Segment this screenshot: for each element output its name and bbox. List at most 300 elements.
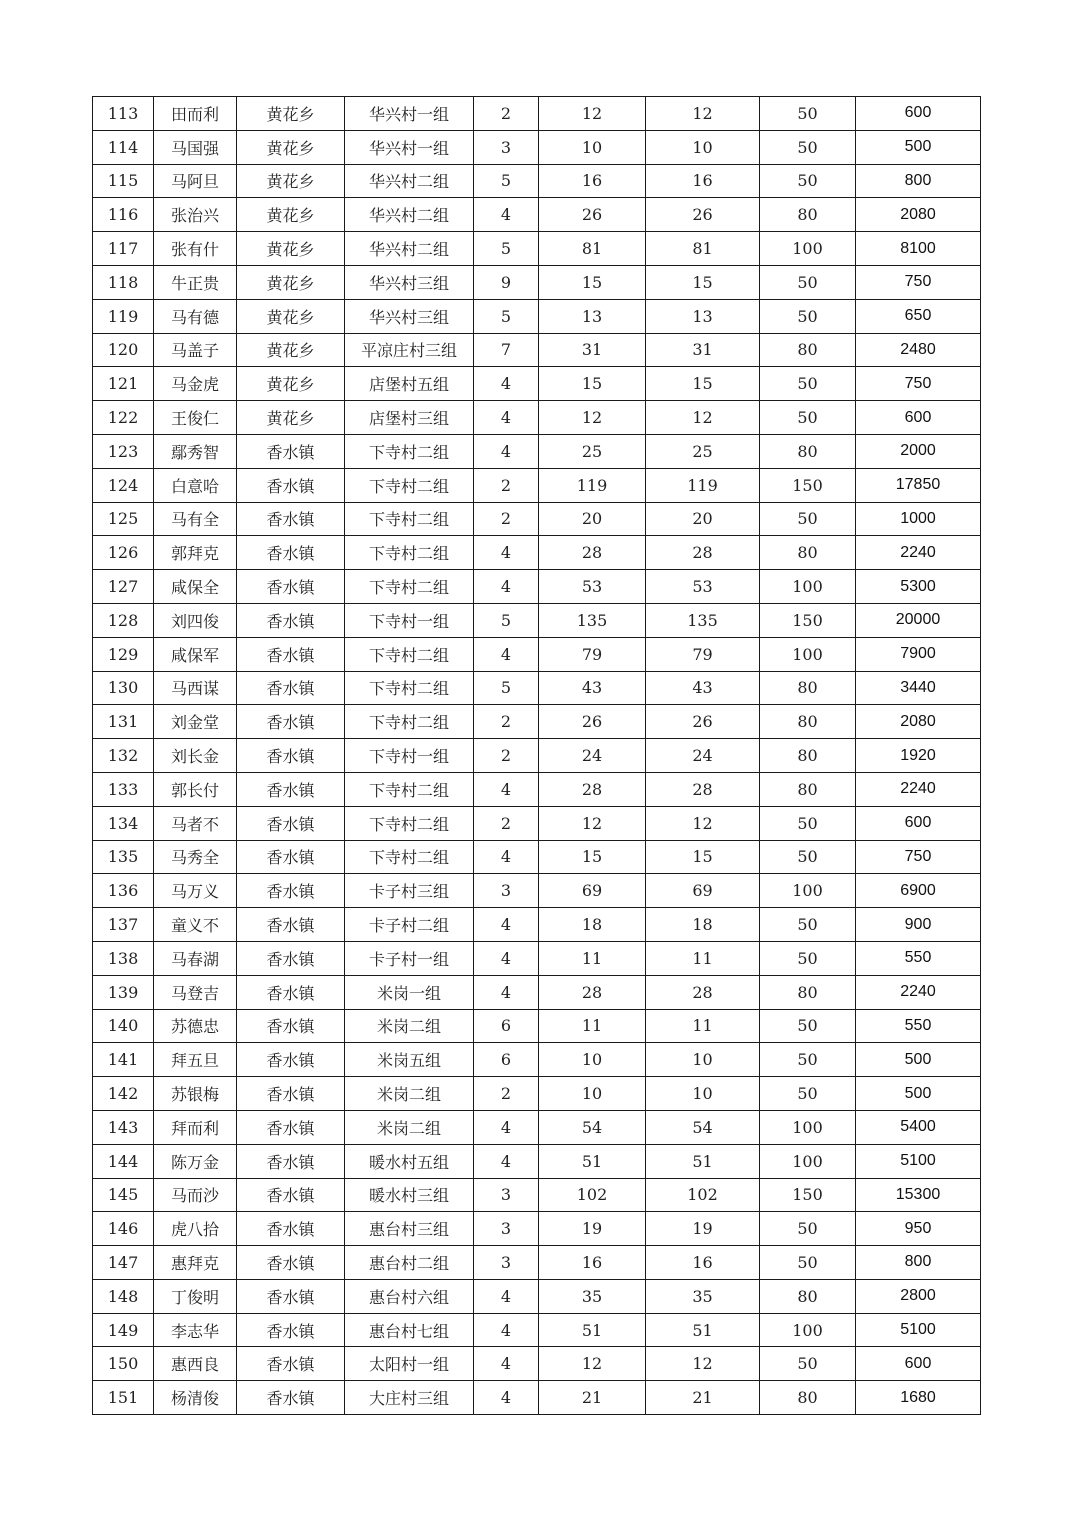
rate-cell: 100 xyxy=(760,232,856,266)
household-size-cell: 4 xyxy=(474,840,539,874)
table-row xyxy=(93,941,981,975)
table-row xyxy=(93,1279,981,1313)
area-cell: 25 xyxy=(539,434,646,468)
table-row xyxy=(93,333,981,367)
area-cell: 11 xyxy=(539,941,646,975)
amount-cell: 2000 xyxy=(856,434,981,468)
area-cell: 119 xyxy=(539,468,646,502)
area-cell: 11 xyxy=(539,1009,646,1043)
village-group-cell: 华兴村三组 xyxy=(345,265,474,299)
verified-area-cell: 16 xyxy=(646,164,760,198)
amount-cell: 2240 xyxy=(856,772,981,806)
township-cell: 香水镇 xyxy=(237,806,345,840)
household-size-cell: 6 xyxy=(474,1009,539,1043)
village-group-cell: 米岗二组 xyxy=(345,1077,474,1111)
township-cell: 香水镇 xyxy=(237,502,345,536)
table-row xyxy=(93,874,981,908)
name-cell: 田而利 xyxy=(154,97,237,131)
township-cell: 香水镇 xyxy=(237,603,345,637)
household-size-cell: 4 xyxy=(474,401,539,435)
township-cell: 香水镇 xyxy=(237,908,345,942)
household-size-cell: 2 xyxy=(474,468,539,502)
name-cell: 咸保军 xyxy=(154,637,237,671)
household-size-cell: 5 xyxy=(474,603,539,637)
table-row xyxy=(93,198,981,232)
area-cell: 135 xyxy=(539,603,646,637)
row-number-cell: 119 xyxy=(93,299,154,333)
household-size-cell: 4 xyxy=(474,1110,539,1144)
name-cell: 郭拜克 xyxy=(154,536,237,570)
area-cell: 51 xyxy=(539,1313,646,1347)
verified-area-cell: 10 xyxy=(646,1077,760,1111)
row-number-cell: 120 xyxy=(93,333,154,367)
amount-cell: 550 xyxy=(856,941,981,975)
township-cell: 香水镇 xyxy=(237,705,345,739)
row-number-cell: 139 xyxy=(93,975,154,1009)
rate-cell: 50 xyxy=(760,1246,856,1280)
village-group-cell: 店堡村三组 xyxy=(345,401,474,435)
household-size-cell: 4 xyxy=(474,536,539,570)
township-cell: 黄花乡 xyxy=(237,164,345,198)
table-row xyxy=(93,468,981,502)
name-cell: 张治兴 xyxy=(154,198,237,232)
row-number-cell: 135 xyxy=(93,840,154,874)
amount-cell: 17850 xyxy=(856,468,981,502)
table-row xyxy=(93,1212,981,1246)
table-row xyxy=(93,570,981,604)
area-cell: 26 xyxy=(539,198,646,232)
table-row xyxy=(93,536,981,570)
row-number-cell: 126 xyxy=(93,536,154,570)
amount-cell: 750 xyxy=(856,367,981,401)
household-size-cell: 4 xyxy=(474,1144,539,1178)
name-cell: 马西谋 xyxy=(154,671,237,705)
row-number-cell: 151 xyxy=(93,1381,154,1415)
area-cell: 81 xyxy=(539,232,646,266)
township-cell: 香水镇 xyxy=(237,1110,345,1144)
village-group-cell: 下寺村二组 xyxy=(345,840,474,874)
row-number-cell: 144 xyxy=(93,1144,154,1178)
township-cell: 香水镇 xyxy=(237,1144,345,1178)
amount-cell: 750 xyxy=(856,265,981,299)
amount-cell: 15300 xyxy=(856,1178,981,1212)
name-cell: 鄢秀智 xyxy=(154,434,237,468)
township-cell: 黄花乡 xyxy=(237,333,345,367)
name-cell: 惠西良 xyxy=(154,1347,237,1381)
village-group-cell: 下寺村二组 xyxy=(345,434,474,468)
area-cell: 20 xyxy=(539,502,646,536)
household-size-cell: 7 xyxy=(474,333,539,367)
verified-area-cell: 10 xyxy=(646,1043,760,1077)
village-group-cell: 惠台村三组 xyxy=(345,1212,474,1246)
township-cell: 黄花乡 xyxy=(237,265,345,299)
row-number-cell: 116 xyxy=(93,198,154,232)
table-row xyxy=(93,299,981,333)
amount-cell: 500 xyxy=(856,1077,981,1111)
row-number-cell: 113 xyxy=(93,97,154,131)
verified-area-cell: 69 xyxy=(646,874,760,908)
table-row xyxy=(93,1246,981,1280)
verified-area-cell: 26 xyxy=(646,198,760,232)
rate-cell: 50 xyxy=(760,265,856,299)
name-cell: 张有什 xyxy=(154,232,237,266)
verified-area-cell: 15 xyxy=(646,840,760,874)
village-group-cell: 下寺村一组 xyxy=(345,603,474,637)
area-cell: 12 xyxy=(539,401,646,435)
village-group-cell: 卡子村三组 xyxy=(345,874,474,908)
name-cell: 苏德忠 xyxy=(154,1009,237,1043)
name-cell: 丁俊明 xyxy=(154,1279,237,1313)
household-size-cell: 2 xyxy=(474,1077,539,1111)
household-size-cell: 6 xyxy=(474,1043,539,1077)
amount-cell: 5400 xyxy=(856,1110,981,1144)
amount-cell: 5300 xyxy=(856,570,981,604)
area-cell: 28 xyxy=(539,536,646,570)
verified-area-cell: 43 xyxy=(646,671,760,705)
amount-cell: 7900 xyxy=(856,637,981,671)
table-row xyxy=(93,434,981,468)
area-cell: 12 xyxy=(539,97,646,131)
rate-cell: 50 xyxy=(760,1347,856,1381)
area-cell: 12 xyxy=(539,806,646,840)
household-size-cell: 4 xyxy=(474,975,539,1009)
household-size-cell: 4 xyxy=(474,434,539,468)
table-row xyxy=(93,671,981,705)
township-cell: 黄花乡 xyxy=(237,97,345,131)
village-group-cell: 卡子村二组 xyxy=(345,908,474,942)
amount-cell: 2800 xyxy=(856,1279,981,1313)
rate-cell: 150 xyxy=(760,603,856,637)
row-number-cell: 122 xyxy=(93,401,154,435)
verified-area-cell: 53 xyxy=(646,570,760,604)
verified-area-cell: 54 xyxy=(646,1110,760,1144)
township-cell: 香水镇 xyxy=(237,1009,345,1043)
table-row xyxy=(93,840,981,874)
township-cell: 香水镇 xyxy=(237,434,345,468)
verified-area-cell: 13 xyxy=(646,299,760,333)
name-cell: 惠拜克 xyxy=(154,1246,237,1280)
village-group-cell: 下寺村二组 xyxy=(345,570,474,604)
verified-area-cell: 28 xyxy=(646,975,760,1009)
village-group-cell: 平凉庄村三组 xyxy=(345,333,474,367)
verified-area-cell: 26 xyxy=(646,705,760,739)
township-cell: 香水镇 xyxy=(237,1279,345,1313)
verified-area-cell: 12 xyxy=(646,806,760,840)
village-group-cell: 惠台村二组 xyxy=(345,1246,474,1280)
data-table xyxy=(92,96,981,1415)
township-cell: 香水镇 xyxy=(237,1246,345,1280)
area-cell: 15 xyxy=(539,265,646,299)
amount-cell: 550 xyxy=(856,1009,981,1043)
amount-cell: 800 xyxy=(856,164,981,198)
township-cell: 香水镇 xyxy=(237,840,345,874)
verified-area-cell: 102 xyxy=(646,1178,760,1212)
table-row xyxy=(93,502,981,536)
area-cell: 13 xyxy=(539,299,646,333)
table-row xyxy=(93,1144,981,1178)
row-number-cell: 147 xyxy=(93,1246,154,1280)
row-number-cell: 131 xyxy=(93,705,154,739)
name-cell: 陈万金 xyxy=(154,1144,237,1178)
household-size-cell: 4 xyxy=(474,941,539,975)
name-cell: 白意哈 xyxy=(154,468,237,502)
table-row xyxy=(93,130,981,164)
village-group-cell: 暖水村三组 xyxy=(345,1178,474,1212)
township-cell: 香水镇 xyxy=(237,772,345,806)
amount-cell: 1680 xyxy=(856,1381,981,1415)
verified-area-cell: 15 xyxy=(646,265,760,299)
rate-cell: 80 xyxy=(760,705,856,739)
amount-cell: 950 xyxy=(856,1212,981,1246)
rate-cell: 50 xyxy=(760,164,856,198)
household-size-cell: 4 xyxy=(474,367,539,401)
rate-cell: 80 xyxy=(760,739,856,773)
rate-cell: 150 xyxy=(760,1178,856,1212)
table-row xyxy=(93,806,981,840)
area-cell: 15 xyxy=(539,840,646,874)
rate-cell: 50 xyxy=(760,941,856,975)
name-cell: 童义不 xyxy=(154,908,237,942)
amount-cell: 6900 xyxy=(856,874,981,908)
rate-cell: 80 xyxy=(760,434,856,468)
row-number-cell: 136 xyxy=(93,874,154,908)
name-cell: 刘金堂 xyxy=(154,705,237,739)
household-size-cell: 2 xyxy=(474,705,539,739)
name-cell: 虎八拾 xyxy=(154,1212,237,1246)
row-number-cell: 117 xyxy=(93,232,154,266)
name-cell: 马盖子 xyxy=(154,333,237,367)
household-size-cell: 4 xyxy=(474,198,539,232)
row-number-cell: 149 xyxy=(93,1313,154,1347)
rate-cell: 80 xyxy=(760,975,856,1009)
row-number-cell: 137 xyxy=(93,908,154,942)
name-cell: 牛正贵 xyxy=(154,265,237,299)
table-row xyxy=(93,401,981,435)
verified-area-cell: 19 xyxy=(646,1212,760,1246)
rate-cell: 80 xyxy=(760,536,856,570)
row-number-cell: 118 xyxy=(93,265,154,299)
name-cell: 马春湖 xyxy=(154,941,237,975)
township-cell: 黄花乡 xyxy=(237,367,345,401)
row-number-cell: 148 xyxy=(93,1279,154,1313)
rate-cell: 50 xyxy=(760,130,856,164)
row-number-cell: 124 xyxy=(93,468,154,502)
table-row xyxy=(93,367,981,401)
rate-cell: 50 xyxy=(760,502,856,536)
amount-cell: 5100 xyxy=(856,1144,981,1178)
verified-area-cell: 51 xyxy=(646,1144,760,1178)
name-cell: 苏银梅 xyxy=(154,1077,237,1111)
table-row xyxy=(93,705,981,739)
village-group-cell: 惠台村七组 xyxy=(345,1313,474,1347)
table-row xyxy=(93,1043,981,1077)
household-size-cell: 4 xyxy=(474,1381,539,1415)
amount-cell: 3440 xyxy=(856,671,981,705)
area-cell: 10 xyxy=(539,1077,646,1111)
verified-area-cell: 16 xyxy=(646,1246,760,1280)
amount-cell: 600 xyxy=(856,401,981,435)
name-cell: 马有德 xyxy=(154,299,237,333)
rate-cell: 80 xyxy=(760,671,856,705)
household-size-cell: 3 xyxy=(474,130,539,164)
table-row xyxy=(93,772,981,806)
row-number-cell: 115 xyxy=(93,164,154,198)
amount-cell: 8100 xyxy=(856,232,981,266)
verified-area-cell: 24 xyxy=(646,739,760,773)
row-number-cell: 141 xyxy=(93,1043,154,1077)
table-row xyxy=(93,975,981,1009)
rate-cell: 80 xyxy=(760,1279,856,1313)
table-row xyxy=(93,232,981,266)
row-number-cell: 130 xyxy=(93,671,154,705)
name-cell: 马者不 xyxy=(154,806,237,840)
village-group-cell: 华兴村二组 xyxy=(345,198,474,232)
verified-area-cell: 25 xyxy=(646,434,760,468)
village-group-cell: 下寺村一组 xyxy=(345,739,474,773)
area-cell: 79 xyxy=(539,637,646,671)
table-row xyxy=(93,1077,981,1111)
verified-area-cell: 21 xyxy=(646,1381,760,1415)
table-row xyxy=(93,1313,981,1347)
verified-area-cell: 12 xyxy=(646,97,760,131)
township-cell: 黄花乡 xyxy=(237,198,345,232)
village-group-cell: 米岗五组 xyxy=(345,1043,474,1077)
rate-cell: 50 xyxy=(760,806,856,840)
rate-cell: 50 xyxy=(760,1212,856,1246)
amount-cell: 5100 xyxy=(856,1313,981,1347)
township-cell: 香水镇 xyxy=(237,1212,345,1246)
village-group-cell: 下寺村二组 xyxy=(345,502,474,536)
name-cell: 王俊仁 xyxy=(154,401,237,435)
row-number-cell: 129 xyxy=(93,637,154,671)
amount-cell: 2240 xyxy=(856,536,981,570)
verified-area-cell: 12 xyxy=(646,1347,760,1381)
row-number-cell: 127 xyxy=(93,570,154,604)
household-size-cell: 4 xyxy=(474,1313,539,1347)
area-cell: 28 xyxy=(539,772,646,806)
township-cell: 香水镇 xyxy=(237,637,345,671)
rate-cell: 100 xyxy=(760,1110,856,1144)
verified-area-cell: 79 xyxy=(646,637,760,671)
area-cell: 21 xyxy=(539,1381,646,1415)
table-row xyxy=(93,1347,981,1381)
row-number-cell: 128 xyxy=(93,603,154,637)
row-number-cell: 123 xyxy=(93,434,154,468)
amount-cell: 2240 xyxy=(856,975,981,1009)
household-size-cell: 4 xyxy=(474,637,539,671)
household-size-cell: 2 xyxy=(474,502,539,536)
area-cell: 19 xyxy=(539,1212,646,1246)
name-cell: 杨清俊 xyxy=(154,1381,237,1415)
rate-cell: 50 xyxy=(760,367,856,401)
household-size-cell: 5 xyxy=(474,671,539,705)
row-number-cell: 142 xyxy=(93,1077,154,1111)
village-group-cell: 米岗二组 xyxy=(345,1110,474,1144)
area-cell: 102 xyxy=(539,1178,646,1212)
verified-area-cell: 11 xyxy=(646,1009,760,1043)
township-cell: 黄花乡 xyxy=(237,401,345,435)
table-row xyxy=(93,164,981,198)
amount-cell: 1920 xyxy=(856,739,981,773)
village-group-cell: 下寺村二组 xyxy=(345,671,474,705)
rate-cell: 50 xyxy=(760,1077,856,1111)
area-cell: 10 xyxy=(539,1043,646,1077)
name-cell: 马国强 xyxy=(154,130,237,164)
household-size-cell: 4 xyxy=(474,772,539,806)
row-number-cell: 134 xyxy=(93,806,154,840)
area-cell: 10 xyxy=(539,130,646,164)
name-cell: 马阿旦 xyxy=(154,164,237,198)
household-size-cell: 3 xyxy=(474,1212,539,1246)
table-row xyxy=(93,97,981,131)
village-group-cell: 下寺村二组 xyxy=(345,806,474,840)
rate-cell: 50 xyxy=(760,1043,856,1077)
name-cell: 马而沙 xyxy=(154,1178,237,1212)
verified-area-cell: 15 xyxy=(646,367,760,401)
rate-cell: 100 xyxy=(760,1144,856,1178)
village-group-cell: 店堡村五组 xyxy=(345,367,474,401)
row-number-cell: 125 xyxy=(93,502,154,536)
rate-cell: 150 xyxy=(760,468,856,502)
area-cell: 54 xyxy=(539,1110,646,1144)
name-cell: 马金虎 xyxy=(154,367,237,401)
village-group-cell: 华兴村一组 xyxy=(345,97,474,131)
township-cell: 香水镇 xyxy=(237,1313,345,1347)
household-size-cell: 4 xyxy=(474,1347,539,1381)
verified-area-cell: 81 xyxy=(646,232,760,266)
village-group-cell: 米岗二组 xyxy=(345,1009,474,1043)
amount-cell: 2080 xyxy=(856,198,981,232)
table-row xyxy=(93,637,981,671)
row-number-cell: 146 xyxy=(93,1212,154,1246)
verified-area-cell: 28 xyxy=(646,536,760,570)
village-group-cell: 华兴村一组 xyxy=(345,130,474,164)
rate-cell: 50 xyxy=(760,1009,856,1043)
name-cell: 马万义 xyxy=(154,874,237,908)
household-size-cell: 2 xyxy=(474,806,539,840)
area-cell: 16 xyxy=(539,1246,646,1280)
table-row xyxy=(93,1178,981,1212)
rate-cell: 100 xyxy=(760,637,856,671)
village-group-cell: 暖水村五组 xyxy=(345,1144,474,1178)
area-cell: 18 xyxy=(539,908,646,942)
area-cell: 26 xyxy=(539,705,646,739)
area-cell: 53 xyxy=(539,570,646,604)
township-cell: 香水镇 xyxy=(237,468,345,502)
village-group-cell: 太阳村一组 xyxy=(345,1347,474,1381)
village-group-cell: 华兴村三组 xyxy=(345,299,474,333)
village-group-cell: 华兴村二组 xyxy=(345,164,474,198)
table-row xyxy=(93,265,981,299)
name-cell: 李志华 xyxy=(154,1313,237,1347)
verified-area-cell: 119 xyxy=(646,468,760,502)
household-size-cell: 3 xyxy=(474,1246,539,1280)
household-size-cell: 4 xyxy=(474,570,539,604)
verified-area-cell: 10 xyxy=(646,130,760,164)
rate-cell: 100 xyxy=(760,1313,856,1347)
row-number-cell: 143 xyxy=(93,1110,154,1144)
household-size-cell: 5 xyxy=(474,299,539,333)
village-group-cell: 卡子村一组 xyxy=(345,941,474,975)
rate-cell: 100 xyxy=(760,874,856,908)
name-cell: 马秀全 xyxy=(154,840,237,874)
amount-cell: 500 xyxy=(856,130,981,164)
township-cell: 香水镇 xyxy=(237,941,345,975)
area-cell: 43 xyxy=(539,671,646,705)
verified-area-cell: 11 xyxy=(646,941,760,975)
row-number-cell: 133 xyxy=(93,772,154,806)
village-group-cell: 米岗一组 xyxy=(345,975,474,1009)
